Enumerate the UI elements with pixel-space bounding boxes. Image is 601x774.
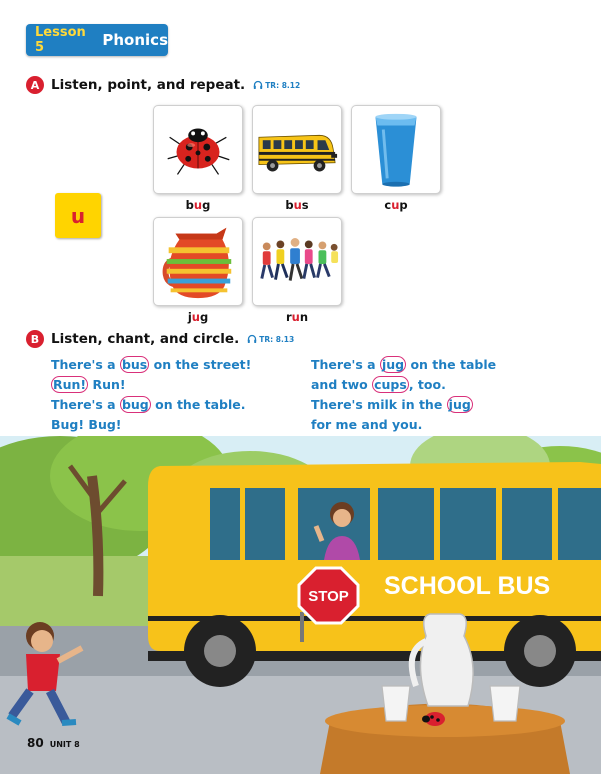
circled-word[interactable]: cups xyxy=(374,377,407,392)
audio-track-b-label: TR: 8.13 xyxy=(259,334,295,344)
word-run: run xyxy=(285,310,309,324)
section-a-instruction: Listen, point, and repeat. xyxy=(51,77,246,93)
ladybug-picture xyxy=(154,106,242,193)
lesson-badge xyxy=(26,24,168,56)
circled-word[interactable]: jug xyxy=(448,397,471,412)
phonics-letter-card: u xyxy=(55,193,101,238)
word-bug: bug xyxy=(185,198,211,212)
picture-card-jug[interactable] xyxy=(153,217,243,306)
chant-right-line-3: There's milk in the jug xyxy=(311,397,471,412)
word-bus: bus xyxy=(285,198,309,212)
page-number: 80 xyxy=(27,736,44,750)
lesson-topic: Phonics xyxy=(102,31,168,49)
picture-card-bus[interactable] xyxy=(252,105,342,194)
lesson-number: Lesson 5 xyxy=(35,25,86,55)
headphones-icon xyxy=(247,334,257,344)
school-bus-scene xyxy=(0,436,601,774)
bus-label-text: SCHOOL BUS xyxy=(384,572,551,600)
word-jug: jug xyxy=(187,310,209,324)
circled-word[interactable]: Run! xyxy=(53,377,87,392)
circled-word[interactable]: bug xyxy=(121,397,149,412)
illustration-scene xyxy=(0,436,601,774)
section-b-header xyxy=(26,330,294,348)
blue-cup-picture xyxy=(352,106,440,193)
audio-track-b[interactable] xyxy=(247,334,294,344)
word-cup: cup xyxy=(384,198,408,212)
chant-right-line-1: There's a jug on the table xyxy=(311,357,497,372)
audio-track-a-label: TR: 8.12 xyxy=(265,80,301,90)
picture-card-bug[interactable] xyxy=(153,105,243,194)
chant-right-line-2: and two cups , too. xyxy=(311,377,446,392)
chant-left-line-3: There's a bug on the table. xyxy=(51,397,246,412)
chant-left-line-4: Bug! Bug! xyxy=(51,417,122,432)
chant-left-line-1: There's a bus on the street! xyxy=(51,357,252,372)
section-b-letter: B xyxy=(26,330,44,348)
school-bus-picture xyxy=(253,106,341,193)
running-children-picture xyxy=(253,218,341,305)
stop-sign-text: STOP xyxy=(308,588,349,605)
page-footer xyxy=(27,736,80,750)
chant-left-line-2: Run! Run! xyxy=(53,377,126,392)
headphones-icon xyxy=(253,80,263,90)
picture-card-run[interactable] xyxy=(252,217,342,306)
circled-word[interactable]: bus xyxy=(121,357,148,372)
section-a-letter: A xyxy=(26,76,44,94)
section-b-instruction: Listen, chant, and circle. xyxy=(51,331,240,347)
section-a-header xyxy=(26,76,300,94)
unit-label: UNIT 8 xyxy=(49,740,80,749)
audio-track-a[interactable] xyxy=(253,80,300,90)
striped-jug-picture xyxy=(154,218,242,305)
circled-word[interactable]: jug xyxy=(381,357,405,372)
chant-right-line-4: for me and you. xyxy=(311,417,423,432)
picture-card-cup[interactable] xyxy=(351,105,441,194)
